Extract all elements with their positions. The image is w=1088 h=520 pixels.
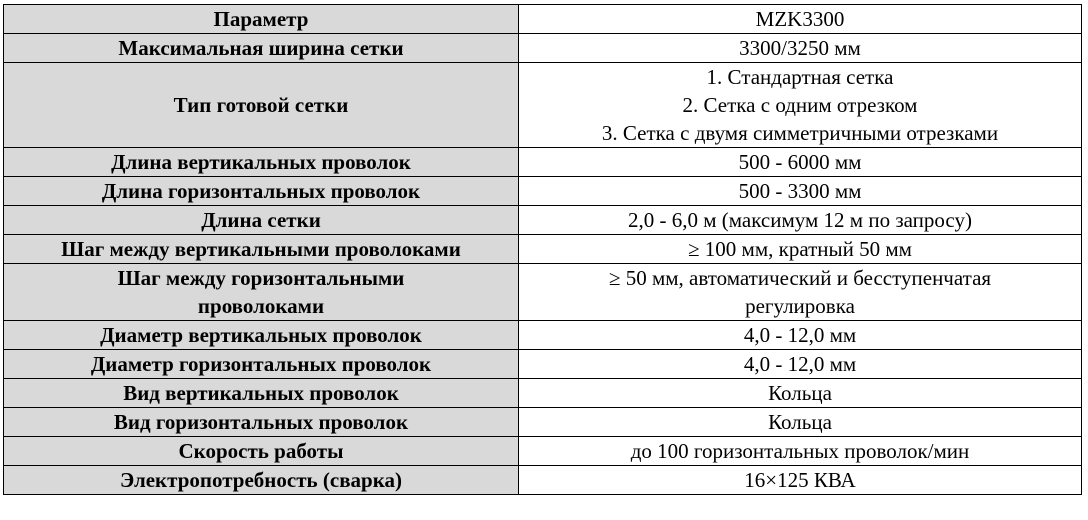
value-cell: ≥ 100 мм, кратный 50 мм (519, 235, 1082, 264)
value-cell (519, 264, 1082, 321)
param-cell: Скорость работы (4, 437, 519, 466)
param-cell: Шаг между вертикальными проволоками (4, 235, 519, 264)
value-cell: 2,0 - 6,0 м (максимум 12 м по запросу) (519, 206, 1082, 235)
param-cell: Вид горизонтальных проволок (4, 408, 519, 437)
table-row (4, 350, 1082, 379)
param-cell: Электропотребность (сварка) (4, 466, 519, 495)
table-row (4, 5, 1082, 34)
param-line: проволоками (197, 294, 325, 318)
table-row (4, 206, 1082, 235)
param-cell: Тип готовой сетки (4, 63, 519, 148)
param-cell: Максимальная ширина сетки (4, 34, 519, 63)
value-cell: 4,0 - 12,0 мм (519, 350, 1082, 379)
param-cell: Длина горизонтальных проволок (4, 177, 519, 206)
value-line: 3. Сетка с двумя симметричными отрезками (601, 121, 999, 145)
value-line: регулировка (745, 294, 855, 318)
table-row (4, 235, 1082, 264)
param-cell: Параметр (4, 5, 519, 34)
param-cell: Диаметр вертикальных проволок (4, 321, 519, 350)
value-cell: 16×125 КВА (519, 466, 1082, 495)
value-line: 2. Сетка с одним отрезком (682, 93, 918, 117)
table-row (4, 34, 1082, 63)
value-cell: 3300/3250 мм (519, 34, 1082, 63)
table-row (4, 379, 1082, 408)
table-row (4, 408, 1082, 437)
value-cell: Кольца (519, 408, 1082, 437)
param-cell: Диаметр горизонтальных проволок (4, 350, 519, 379)
table-row (4, 321, 1082, 350)
table-row (4, 148, 1082, 177)
value-cell: 4,0 - 12,0 мм (519, 321, 1082, 350)
value-cell: 500 - 3300 мм (519, 177, 1082, 206)
table-row (4, 466, 1082, 495)
table-row (4, 63, 1082, 148)
value-line: ≥ 50 мм, автоматический и бесступенчатая (608, 266, 992, 290)
param-cell: Длина вертикальных проволок (4, 148, 519, 177)
table-row (4, 177, 1082, 206)
value-cell: MZK3300 (519, 5, 1082, 34)
value-cell: до 100 горизонтальных проволок/мин (519, 437, 1082, 466)
spec-table (3, 4, 1082, 495)
param-cell: Вид вертикальных проволок (4, 379, 519, 408)
value-cell (519, 63, 1082, 148)
param-line: Шаг между горизонтальными (117, 266, 405, 290)
table-row (4, 437, 1082, 466)
value-cell: Кольца (519, 379, 1082, 408)
param-cell: Длина сетки (4, 206, 519, 235)
value-cell: 500 - 6000 мм (519, 148, 1082, 177)
table-row (4, 264, 1082, 321)
value-line: 1. Стандартная сетка (706, 65, 894, 89)
param-cell (4, 264, 519, 321)
